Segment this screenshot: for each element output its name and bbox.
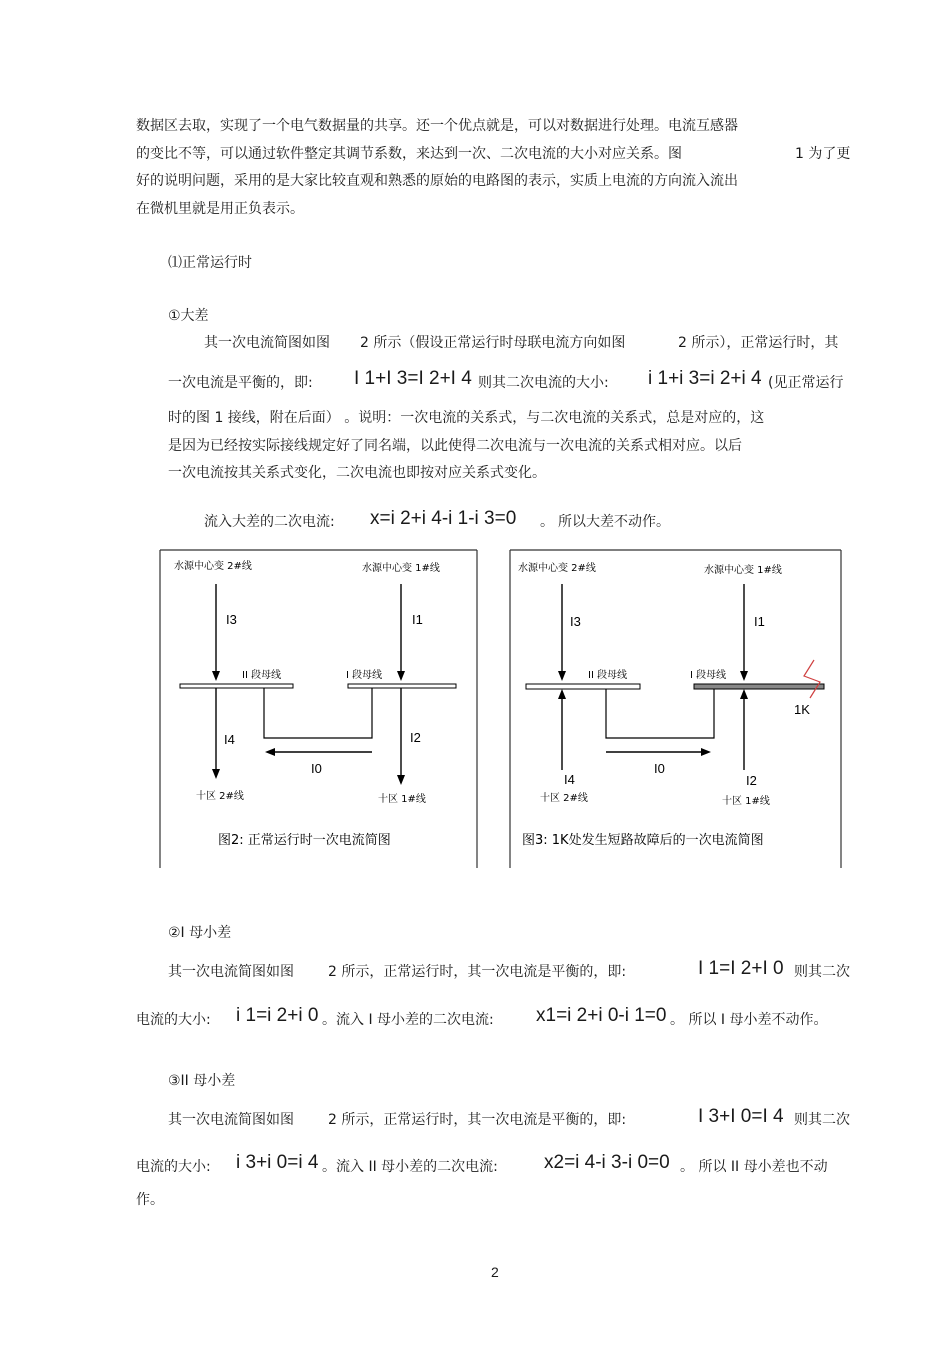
fig2-label-i3: I3 — [226, 612, 237, 627]
big-diff-eq-secondary: i 1+i 3=i 2+i 4 — [648, 368, 762, 389]
fig2-src-right: 水源中心变 1#线 — [362, 563, 440, 574]
figure-3-diagram — [508, 548, 846, 868]
small-diff-2-p1b: 2 所示，正常运行时，其一次电流是平衡的，即: — [328, 1112, 627, 1128]
fig2-bus-left: II 段母线 — [242, 670, 282, 681]
big-diff-flow-tail: 所以大差不动作。 — [558, 514, 670, 530]
fig3-load-left: 十区 2#线 — [540, 793, 588, 804]
fig2-src-left: 水源中心变 2#线 — [174, 561, 252, 572]
fig3-load-right: 十区 1#线 — [722, 796, 770, 807]
fig2-label-i0: I0 — [311, 761, 322, 776]
fig2-bus-coupler — [264, 688, 372, 738]
fig3-fault-label: 1K — [794, 702, 810, 717]
intro-line-2a: 的变比不等，可以通过软件整定其调节系数，来达到一次、二次电流的大小对应关系。图 — [136, 146, 682, 162]
big-diff-eq-sum: x=i 2+i 4-i 1-i 3=0 — [370, 508, 517, 529]
big-diff-p1c: 2 所示），正常运行时，其 — [678, 335, 839, 351]
small-diff-1-p1a: 其一次电流简图如图 — [168, 964, 294, 980]
big-diff-p2b: 则其二次电流的大小: — [478, 375, 609, 391]
small-diff-1-p2a: 电流的大小: — [136, 1012, 211, 1028]
fig3-busbar-ii — [526, 684, 640, 689]
small-diff-1-p1c: 则其二次 — [794, 964, 850, 980]
fault-lightning-icon — [804, 660, 820, 698]
intro-line-3: 好的说明问题，采用的是大家比较直观和熟悉的原始的电路图的表示，实质上电流的方向流入流出 — [136, 173, 738, 189]
intro-line-4: 在微机里就是用正负表示。 — [136, 201, 304, 217]
small-diff-1-heading: ②I 母小差 — [168, 925, 232, 941]
small-diff-1-p1b: 2 所示，正常运行时，其一次电流是平衡的，即: — [328, 964, 627, 980]
figure-2-diagram — [158, 548, 480, 868]
page-number: 2 — [491, 1264, 499, 1280]
big-diff-p1b: 2 所示（假设正常运行时母联电流方向如图 — [360, 335, 626, 351]
big-diff-eq-primary: I 1+I 3=I 2+I 4 — [354, 368, 472, 389]
fig3-bus-right: I 段母线 — [690, 670, 727, 681]
small-diff-2-p1c: 则其二次 — [794, 1112, 850, 1128]
fig3-label-i0: I0 — [654, 761, 665, 776]
small-diff-1-p2c: 。 所以 I 母小差不动作。 — [670, 1012, 828, 1028]
small-diff-2-p1a: 其一次电流简图如图 — [168, 1112, 294, 1128]
fig2-caption: 图2: 正常运行时一次电流简图 — [218, 833, 391, 848]
fig3-src-left: 水源中心变 2#线 — [518, 563, 596, 574]
fig3-src-right: 水源中心变 1#线 — [704, 565, 782, 576]
small-diff-1-eq-sum: x1=i 2+i 0-i 1=0 — [536, 1005, 667, 1026]
big-diff-p4: 是因为已经按实际接线规定好了同名端，以此使得二次电流与一次电流的关系式相对应。以后 — [168, 438, 742, 454]
small-diff-2-heading: ③II 母小差 — [168, 1073, 236, 1089]
fig2-label-i4: I4 — [224, 732, 235, 747]
small-diff-2-eq-sum: x2=i 4-i 3-i 0=0 — [544, 1152, 670, 1173]
small-diff-1-eq-secondary: i 1=i 2+i 0 — [236, 1005, 319, 1026]
big-diff-p2a: 一次电流是平衡的，即: — [168, 375, 313, 391]
fig2-load-right: 十区 1#线 — [378, 794, 426, 805]
fig3-busbar-i-fault — [694, 684, 824, 689]
small-diff-2-eq-primary: I 3+I 0=I 4 — [698, 1106, 784, 1127]
small-diff-1-eq-primary: I 1=I 2+I 0 — [698, 958, 784, 979]
fig2-load-left: 十区 2#线 — [196, 791, 244, 802]
small-diff-2-p2c: 。 所以 II 母小差也不动 — [680, 1159, 828, 1175]
fig3-bus-coupler — [606, 689, 714, 738]
fig2-bus-right: I 段母线 — [346, 670, 383, 681]
small-diff-1-p2b: 。流入 I 母小差的二次电流: — [322, 1012, 494, 1028]
small-diff-2-p2b: 。流入 II 母小差的二次电流: — [322, 1159, 498, 1175]
fig3-label-i2: I2 — [746, 773, 757, 788]
fig3-bus-left: II 段母线 — [588, 670, 628, 681]
small-diff-2-eq-secondary: i 3+i 0=i 4 — [236, 1152, 319, 1173]
fig2-label-i1: I1 — [412, 612, 423, 627]
small-diff-2-p2a: 电流的大小: — [136, 1159, 211, 1175]
section-heading-normal: ⑴正常运行时 — [168, 255, 252, 271]
intro-line-1: 数据区去取，实现了一个电气数据量的共享。还一个优点就是，可以对数据进行处理。电流互感器 — [136, 118, 738, 134]
big-diff-heading: ①大差 — [168, 308, 209, 324]
fig2-busbar-ii — [180, 684, 293, 688]
big-diff-p3: 时的图 1 接线，附在后面） 。说明：一次电流的关系式，与二次电流的关系式，总是对应的，这 — [168, 410, 765, 426]
big-diff-p5: 一次电流按其关系式变化，二次电流也即按对应关系式变化。 — [168, 465, 546, 481]
fig2-label-i2: I2 — [410, 730, 421, 745]
small-diff-2-p3: 作。 — [136, 1192, 164, 1208]
intro-line-2b: 1 为了更 — [795, 146, 851, 162]
big-diff-eq-sum-end: 。 — [540, 514, 554, 530]
big-diff-flow-label: 流入大差的二次电流: — [204, 514, 335, 530]
fig3-label-i4: I4 — [564, 772, 575, 787]
fig3-label-i3: I3 — [570, 614, 581, 629]
fig3-caption: 图3: 1K处发生短路故障后的一次电流简图 — [522, 833, 764, 848]
big-diff-p2c: (见正常运行 — [768, 375, 844, 391]
fig2-busbar-i — [348, 684, 456, 688]
fig3-label-i1: I1 — [754, 614, 765, 629]
big-diff-p1a: 其一次电流简图如图 — [204, 335, 330, 351]
